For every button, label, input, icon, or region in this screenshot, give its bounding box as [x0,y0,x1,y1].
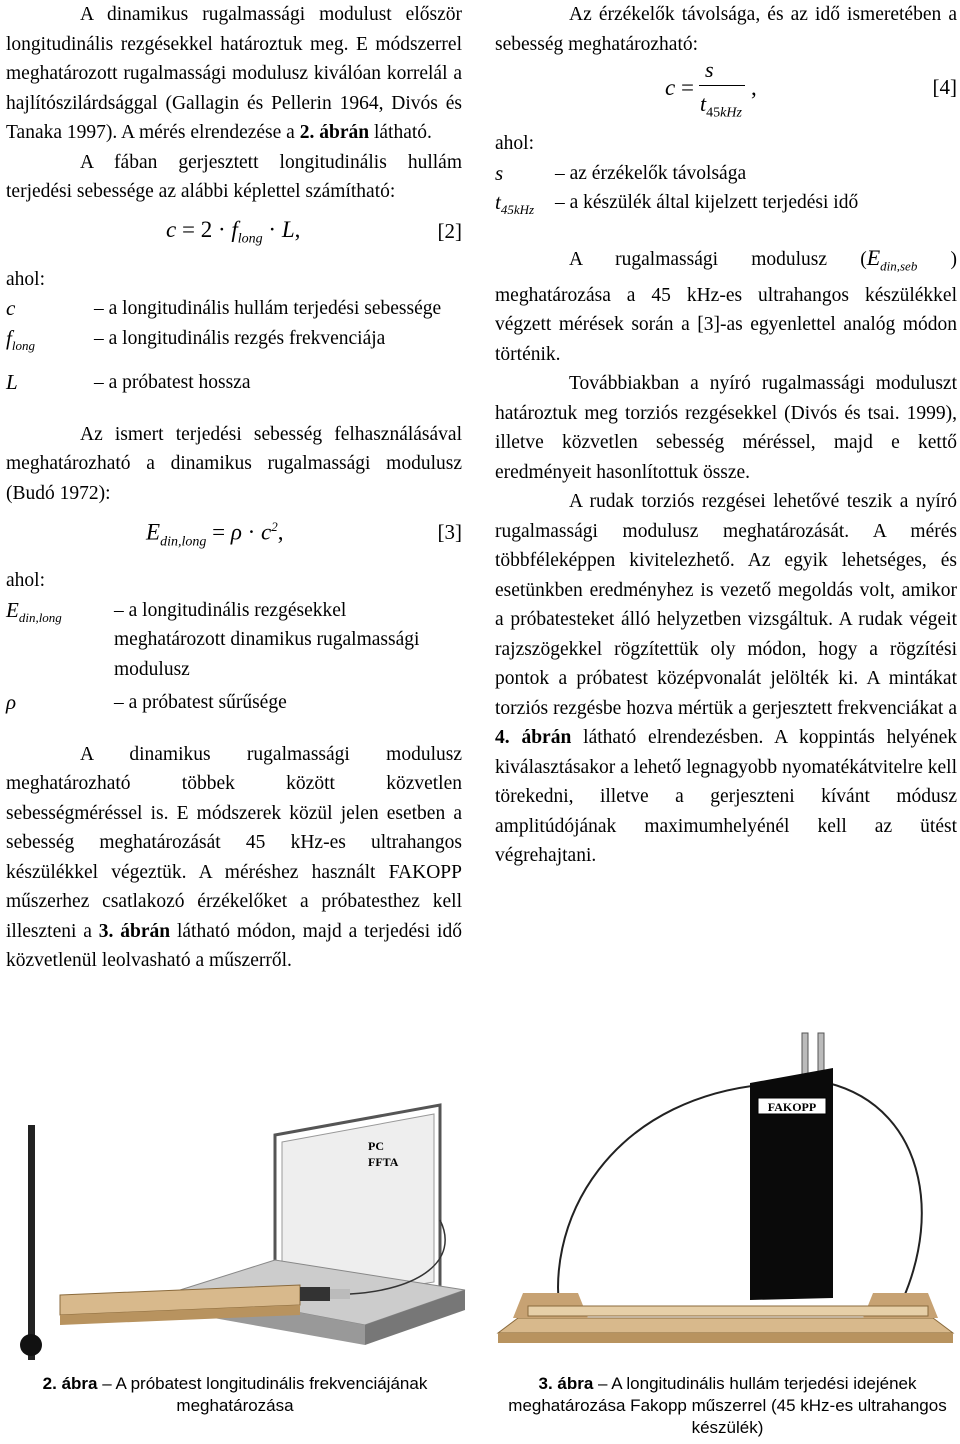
where-label: ahol: [6,570,45,592]
paragraph: A rudak torziós rezgései lehetővé teszik a nyíró rugalmassági modulusz meghatározását. A mérés többféleképpen kivitelezhető. Az egyik lehetséges, és esetünkben eredményhez is vezető megoldás volt, amikor a próbatesteket álló helyzetben vizsgáltuk. A rudak végeit rajzszögekkel rögzítettük oly módon, hogy a rögzítési pontok a próbatest középvonalát jelölték ki. A mintákat torziós rezgésbe hozva mértük a gerjesztett frekvenciákat a 4. ábrán látható elrendezésben. A koppintás helyének kiválasztásakor a lehető legnagyobb nyomatékátvitelre kell törekedni, illetve a gerjeszteni kívánt módusz amplitúdójának maximumhelyénél kell az ütést végrehajtani. [495,491,958,867]
figure-2-illustration [0,1100,470,1370]
paragraph: A dinamikus rugalmassági modulusz meghatározható többek között közvetlen sebességméréssel is. E módszerek közül jelen esetben a sebesség meghatározását 45 kHz-es ultrahangos készülékkel végeztük. A méréshez használt FAKOPP műszerhez csatlakozó érzékelőket a próbatesthez kell illeszteni a 3. ábrán látható módon, majd a terjedési idő közvetlenül leolvasható a műszerről. [6,743,462,972]
figure-ref: 2. ábrán [299,122,370,143]
figure-ref: 4. ábrán [495,727,572,749]
equation-formula: $E_{din,long} = \rho \cdot c^2$, [146,519,284,550]
definition-c: c – a longitudinális hullám terjedési sebessége [6,296,442,320]
hammer-handle [28,1125,35,1360]
figure-3-illustration [488,1028,958,1358]
hammer-head [20,1334,42,1356]
figure-ref: 3. ábrán [98,920,171,942]
definition-l: L – a próbatest hossza [6,370,251,395]
paragraph: A fában gerjesztett longitudinális hullám terjedési sebessége az alábbi képlettel számítható: [6,151,462,202]
definition-t: $t_{45kHz}$ – a készülék által kijelzett terjedési idő [495,190,859,218]
figure-3-caption: 3. ábra – A longitudinális hullám terjedési idejének meghatározása Fakopp műszerrel (45 kHz-es ultrahangos készülék) [508,1374,947,1437]
label-pc: PC [368,1139,384,1153]
equation-comma: , [751,75,757,100]
definition-s: s – az érzékelők távolsága [495,160,747,185]
equation-number: [2] [437,218,462,243]
microphone [300,1287,330,1301]
figure-2-caption: 2. ábra – A próbatest longitudinális frekvenciájának meghatározása [42,1374,428,1415]
equation-2 [6,207,462,265]
cable [828,1083,922,1328]
equation-number: [4] [932,75,957,99]
paragraph: A rugalmassági modulusz ($E_{din,seb}$ ) meghatározása a 45 kHz-es ultrahangos készülékkel végzett mérések során a [3]-as egyenlettel analóg módon történik. [495,244,957,365]
equation-3 [6,508,462,566]
fakopp-label: FAKOPP [767,1100,817,1114]
paragraph: Továbbiakban a nyíró rugalmassági moduluszt határoztuk meg torziós rezgésekkel (Divós és tsai. 1999), illetve közvetlen sebesség méréssel, majd e kettő eredményeit hasonlítottuk össze. [495,373,957,483]
equation-formula: $c = 2 \cdot f_{long} \cdot L$, [166,216,301,247]
definition-rho: ρ – a próbatest sűrűsége [6,690,287,715]
equation-denominator: $t_{45kHz}$ [700,91,742,121]
right-column [495,0,957,871]
paragraph: A dinamikus rugalmassági modulust először longitudinális rezgésekkel határoztuk meg. E módszerrel meghatározott rugalmassági modulusz kiválóan korrelál a hajlítószilárdsággal (Gallagin és Pellerin 1964, Divós és Tanaka 1997). A mérés elrendezése a 2. ábrán látható. [6,4,462,143]
left-column [6,0,462,976]
equation-numerator: s [705,57,714,82]
definition-e: $E_{din,long}$ – a longitudinális rezgésekkel meghatározott dinamikus rugalmassági modulusz [6,597,420,680]
equation-4 [495,59,957,125]
paragraph: Az ismert terjedési sebesség felhasználásával meghatározható a dinamikus rugalmassági modulusz (Budó 1972): [6,423,462,504]
paragraph: Az érzékelők távolsága, és az idő ismeretében a sebesség meghatározható: [495,4,957,55]
fraction-bar [699,85,745,86]
equation-number: [3] [437,520,462,545]
definition-f: $f_{long}$ – a longitudinális rezgés frekvenciája [6,325,386,353]
label-ffta: FFTA [368,1155,399,1169]
where-label: ahol: [6,268,45,290]
stand-base [498,1318,953,1333]
wood-specimen [528,1306,928,1316]
equation-formula: c = [665,75,694,100]
where-label: ahol: [495,133,534,154]
